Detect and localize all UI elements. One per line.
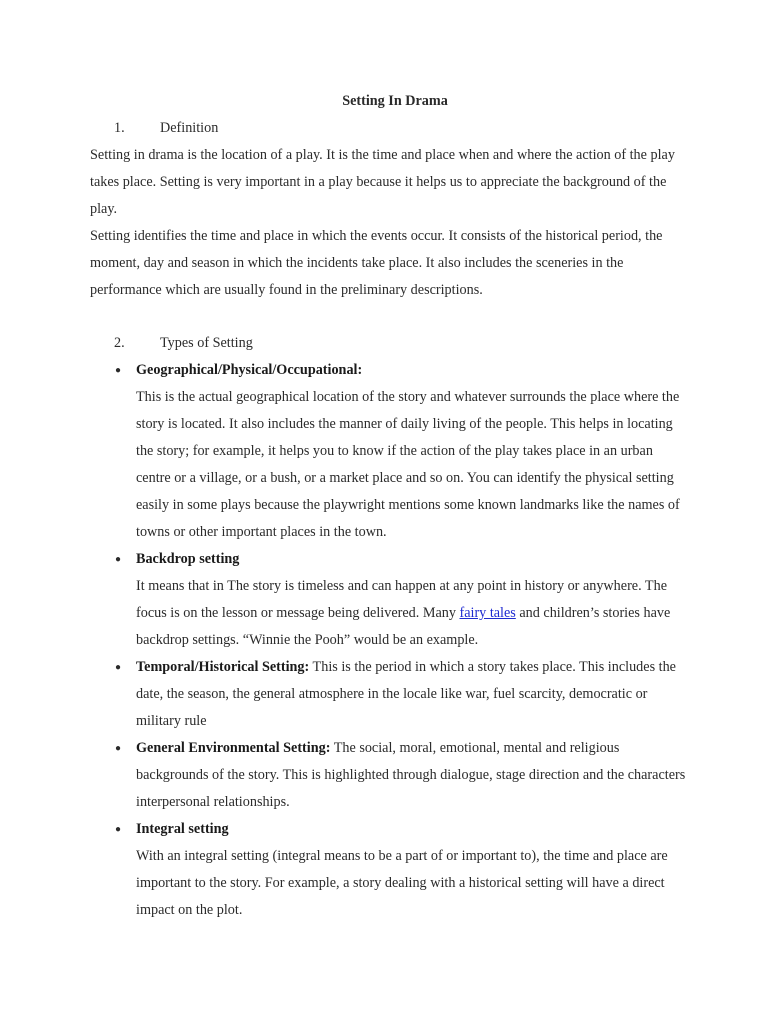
item-body — [136, 573, 686, 654]
section-1-label: Definition — [160, 120, 219, 136]
bullet-icon: ● — [115, 824, 122, 835]
section-1-heading — [90, 115, 686, 142]
document-title: Setting In Drama — [342, 93, 448, 109]
list-item-temporal — [90, 654, 686, 735]
section-1-number: 1. — [114, 120, 125, 136]
item-body-text: It means that in The story is timeless and can happen at any point in history or anywhere. The focus is on the lesson or message being delivered. Many — [136, 578, 667, 621]
item-body: With an integral setting (integral means to be a part of or important to), the time and place are important to the story. For example, a story dealing with a historical setting will have a direct impact on the plot. — [136, 848, 668, 918]
list-item-integral — [90, 816, 686, 924]
bullet-icon: ● — [115, 662, 122, 673]
list-item-backdrop — [90, 546, 686, 654]
list-item-geographical — [90, 357, 686, 546]
list-item-environmental — [90, 735, 686, 816]
item-body — [136, 654, 686, 735]
item-title: Temporal/Historical Setting: — [136, 659, 310, 675]
definition-paragraph-2: Setting identifies the time and place in which the events occur. It consists of the historical period, the moment, day and season in which the incidents take place. It also includes the sceneries in the performance which are usually found in the preliminary descriptions. — [90, 228, 663, 298]
item-title: General Environmental Setting: — [136, 740, 331, 756]
item-title: Integral setting — [136, 821, 229, 837]
spacer — [90, 304, 686, 330]
item-body-text: The social, moral, emotional, mental and religious backgrounds of the story. This is highlighted through dialogue, stage direction and the characters interpersonal relationships. — [136, 740, 686, 810]
bullet-icon: ● — [115, 554, 122, 565]
item-body-text: This is the period in which a story takes place. This includes the date, the season, the general atmosphere in the locale like war, fuel scarcity, democratic or military rule — [136, 659, 676, 729]
definition-paragraph-1: Setting in drama is the location of a play. It is the time and place when and where the action of the play takes place. Setting is very important in a play because it helps us to appreciate the background of the play. — [90, 147, 675, 217]
section-2-label: Types of Setting — [160, 335, 253, 351]
item-title: Geographical/Physical/Occupational: — [136, 362, 363, 378]
fairy-tales-link[interactable]: fairy tales — [459, 605, 516, 621]
item-body: This is the actual geographical location of the story and whatever surrounds the place where the story is located. It also includes the manner of daily living of the people. This helps in locating the story; for example, it helps you to know if the action of the play takes place in an urban centre or a village, or a bush, or a market place and so on. You can identify the physical setting easily in some plays because the playwright mentions some known landmarks like the names of towns or other important places in the town. — [136, 389, 680, 540]
item-body-text: and children’s stories have backdrop settings. “Winnie the Pooh” would be an example. — [136, 605, 671, 648]
bullet-icon: ● — [115, 743, 122, 754]
item-body — [136, 735, 686, 816]
section-2-heading — [90, 330, 686, 357]
document-page — [90, 88, 686, 924]
item-title: Backdrop setting — [136, 551, 240, 567]
section-2-number: 2. — [114, 335, 125, 351]
bullet-icon: ● — [115, 365, 122, 376]
